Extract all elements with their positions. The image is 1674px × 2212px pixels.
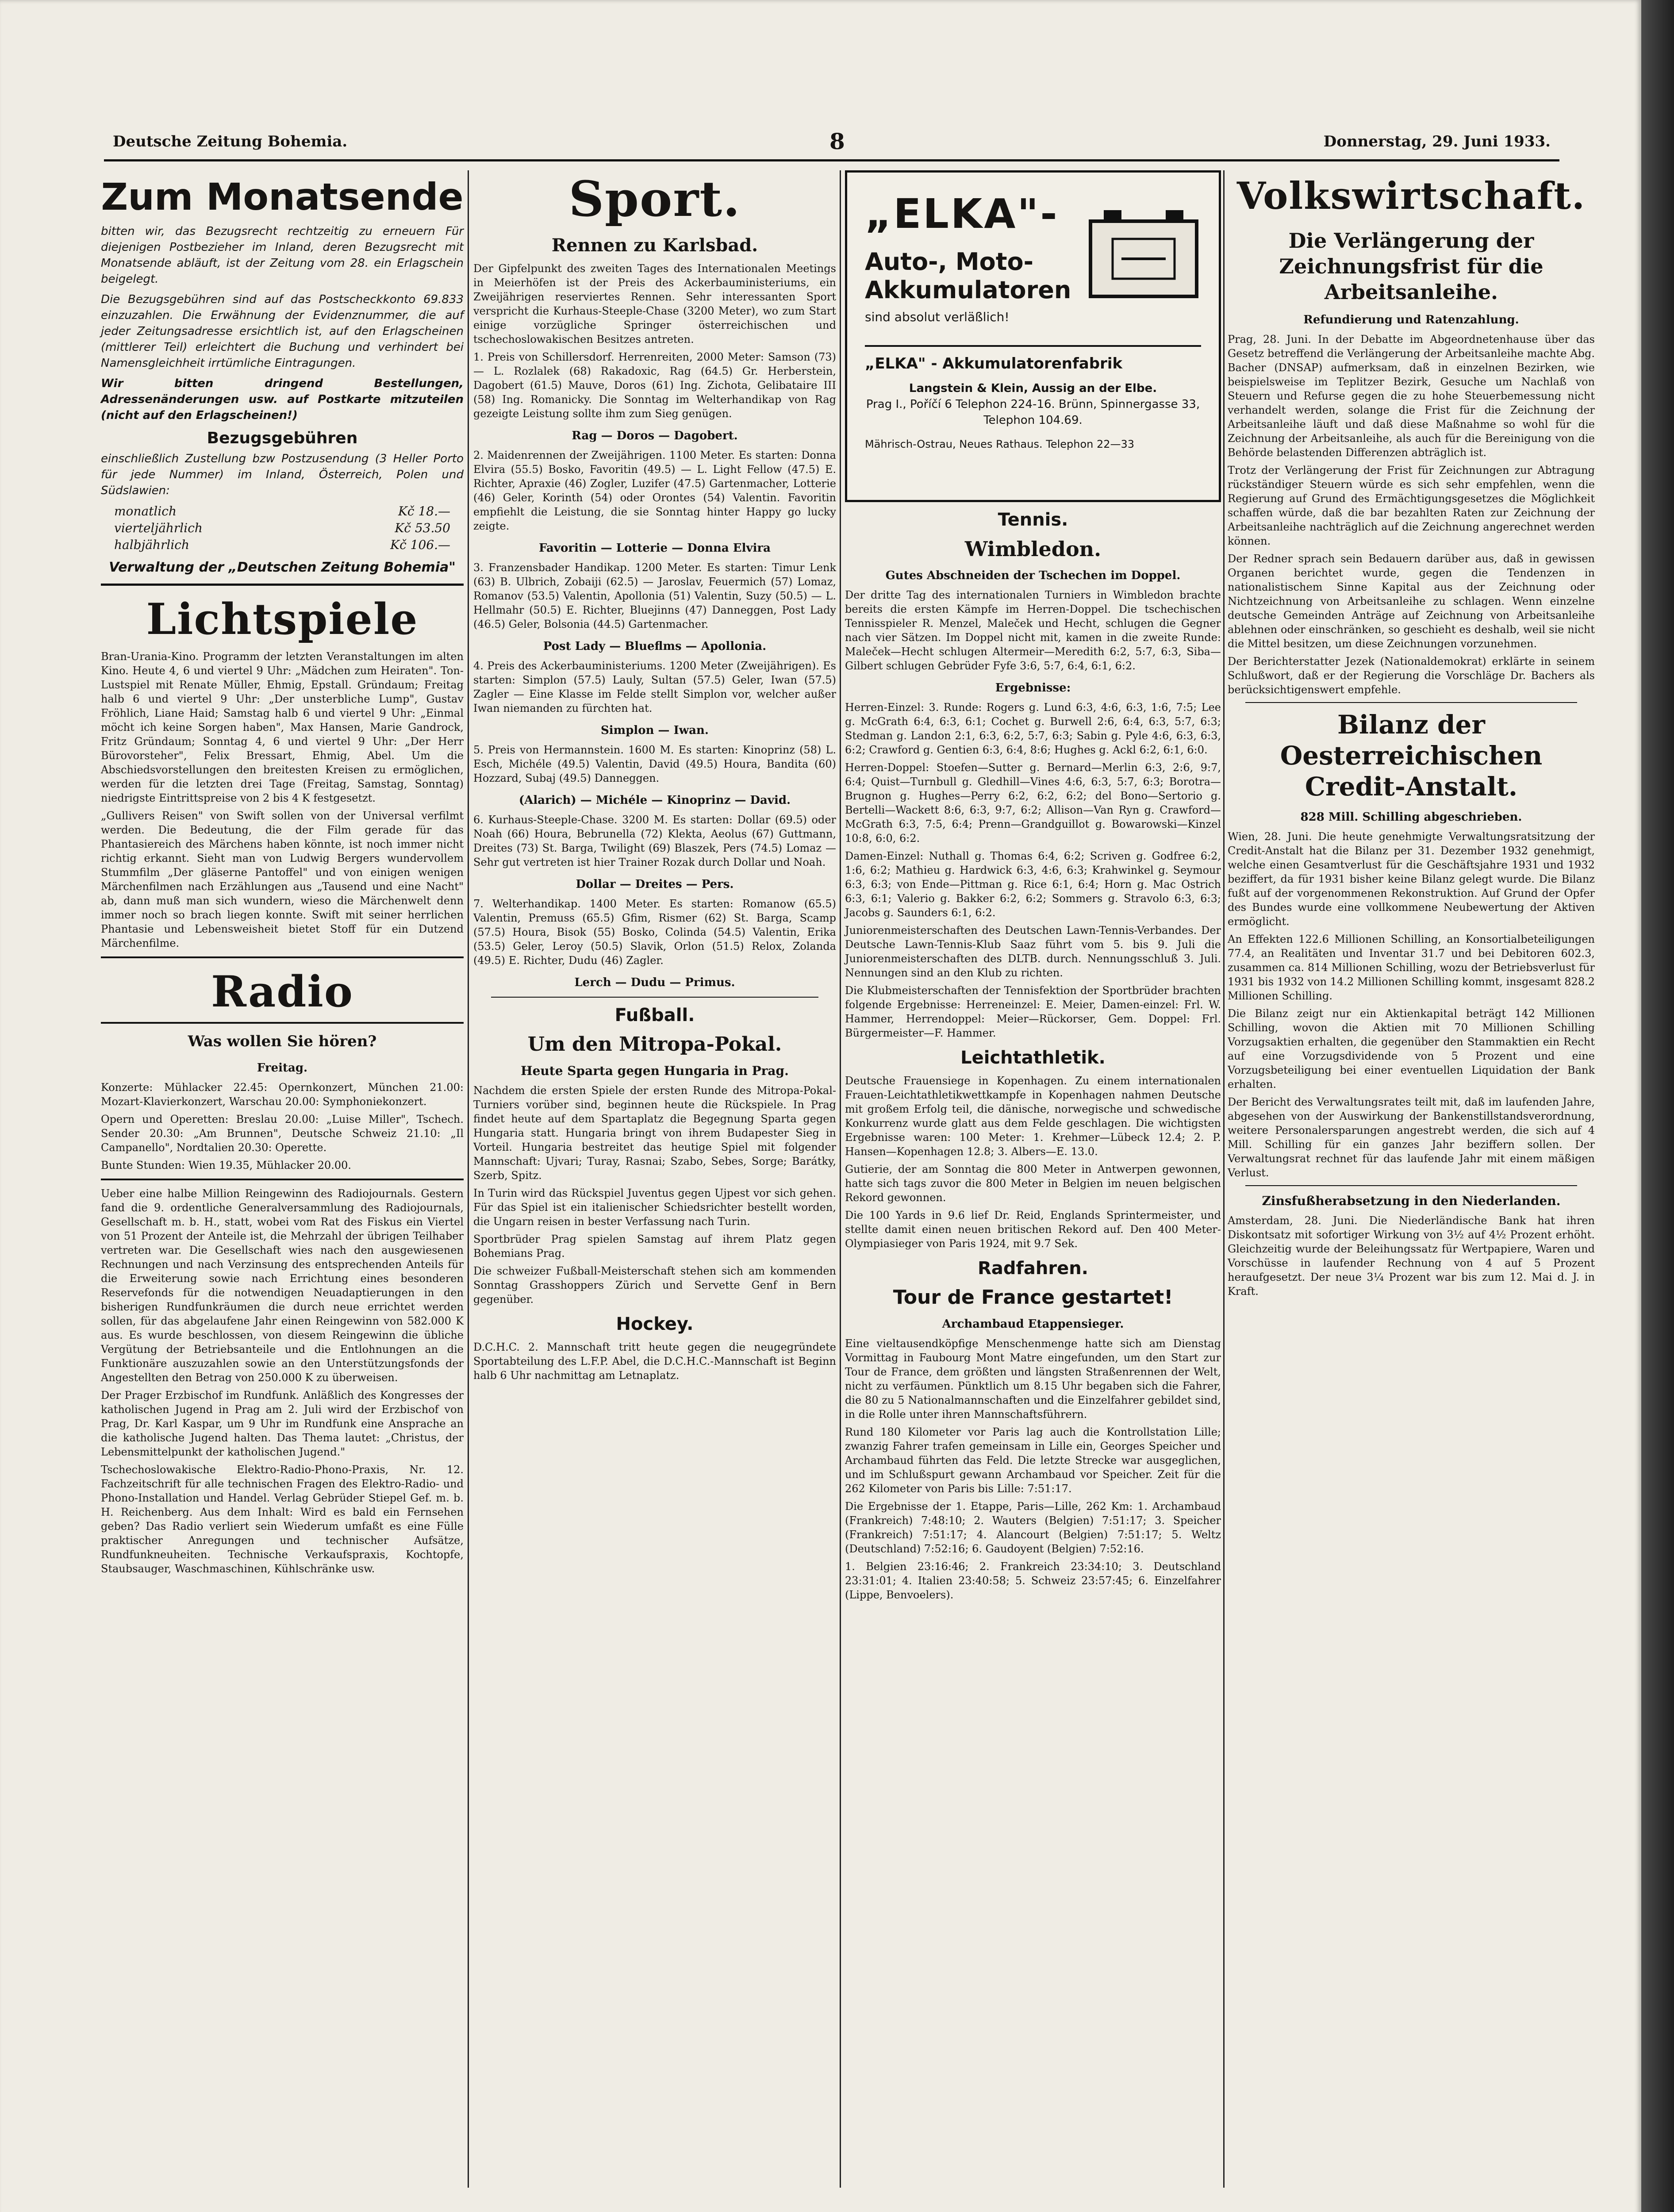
section-divider (101, 1022, 464, 1024)
tour-results: Die Ergebnisse der 1. Etappe, Paris—Lille, 262 Km: 1. Archambaud (Frankreich) 7:48:10; 2. Wauters (Belgien) 7:51:17; 3. Speicher (Frankreich) 7:51:17; 4. Alancourt (Belgien) 7:51:17; 5. Weltz (Deutschland) 7:52:16; 6. Gaudoyent (Belgien) 7:52:16. (845, 1500, 1221, 1555)
elka-claim: sind absolut verläßlich! (865, 310, 1010, 324)
leichtathletik-paragraph-2: Gutierie, der am Sonntag die 800 Meter in Antwerpen gewonnen, hatte sich tags zuvor die 800 Meter in Belgien im neuen belgischen Rekord gewonnen. (845, 1163, 1221, 1204)
section-divider (1245, 702, 1577, 703)
race-6: 6. Kurhaus-Steeple-Chase. 3200 M. Es starten: Dollar (69.5) oder Noah (66) Houra, Bebrunella (72) Klekta, Aeolus (67) Guttmann, Dreites (73) St. Barga, Twilight (69) Blaszek, Pers (74.5) Lomaz — Sehr gut vertreten ist hier Trainer Rozak durch Dollar und Noah. (473, 814, 836, 868)
page-header (104, 128, 1559, 161)
elka-advertisement (845, 170, 1221, 502)
tour-team-results: 1. Belgien 23:16:46; 2. Frankreich 23:34:10; 3. Deutschland 23:31:01; 4. Italien 23:40:58; 5. Schweiz 23:57:45; 6. Einzelfahrer (Lippe, Benvoelers). (845, 1560, 1221, 1601)
tennis-heading: Tennis. (998, 510, 1068, 530)
results-womens-singles: Damen-Einzel: Nuthall g. Thomas 6:4, 6:2; Scriven g. Godfree 6:2, 1:6, 6:2; Mathieu g. Hardwick 6:3, 4:6, 6:3; Krahwinkel g. Seymour 6:3, 6:3; von Ende—Pittman g. Rice 6:1, 6:4; Horn g. Mac Ostrich 6:3, 6:1; Valerio g. Bakker 6:2, 6:2; Sommers g. Stravolo 6:3, 6:3; Jacobs g. Saunders 6:1, 6:2. (845, 850, 1221, 919)
tour-paragraph: Eine vieltausendköpfige Menschenmenge hatte sich am Dienstag Vormittag in Faubourg Mont Matre eingefunden, um den Start zur Tour de France, dem größten und längsten Straßenrennen der Welt, nicht zu verfäumen. Pünktlich um 8.15 Uhr begaben sich die Fahrer, die 80 zu 5 Nationalmannschaften und die Einzelfahrer gebildet sind, in die Rolle unter ihren Mannschaftsführern. (845, 1337, 1221, 1421)
page-edge-shadow (1641, 0, 1674, 2212)
bilanz-paragraph-4: Der Bericht des Verwaltungsrates teilt mit, daß im laufenden Jahre, abgesehen von der Auswirkung der Bankenstillstandsverordnung, weitere Personalersparungen angestrebt werden, die sich auf 4 Mill. Schilling für ein ganzes Jahr beziffern sollen. Der Verwaltungsrat rechnet für das laufende Jahr mit einem mäßigen Verlust. (1228, 1096, 1595, 1179)
radio-article-2: Der Prager Erzbischof im Rundfunk. Anläßlich des Kongresses der katholischen Jugend in Prag am 2. Juli wird der Erzbischof von Prag, Dr. Karl Kaspar, um 9 Uhr im Rundfunk eine Ansprache an die katholische Jugend halten. Das Thema lautet: „Christus, der Lebensmittelpunkt der katholischen Jugend." (101, 1389, 464, 1458)
radio-day: Freitag. (257, 1061, 308, 1075)
lichtspiele-paragraph-2: „Gullivers Reisen" von Swift sollen von der Universal verfilmt werden. Die Bedeutung, die der Film gerade für das Phantasiereich des Märchens haben könnte, ist noch immer nicht richtig erkannt. Sieht man von Ludwig Bergers wundervollem Stummfilm „Der gläserne Pantoffel" und von einigen wenigen Märchenfilmen nach Erzählungen aus „Tausend und eine Nacht" ab, dann muß man sich wundern, wieso die Märchenwelt denn immer noch so brach liegen konnte. Swift mit seiner herrlichen Phantasie und Lebensweisheit bietet Stoff für ein Dutzend Märchenfilme. (101, 810, 464, 949)
wimbledon-paragraph: Der dritte Tag des internationalen Turniers in Wimbledon brachte bereits die ersten Kämpfe im Herren-Doppel. Die tschechischen Tennisspieler R. Menzel, Maleček und Hecht, schlugen die Gegner nach vier Sätzen. Im Doppel nicht mit, kamen in die zweite Runde: Maleček—Hecht schlugen Altermeir—Meredith 6:2, 5:7, 6:3, Siba—Gilbert schlugen Gebrüder Fyfe 3:6, 5:7, 6:4, 6:1, 6:2. (845, 589, 1221, 672)
race-2: 2. Maidenrennen der Zweijährigen. 1100 Meter. Es starten: Donna Elvira (55.5) Bosko, Favoritin (49.5) — L. Light Fellow (47.5) E. Richter, Apraxie (46) Zogler, Luzifer (47.5) Gartenmacher, Lotterie (46) Geler, Korinth (54) oder Orontes (54) Valentin. Favoritin empfiehlt die Leistung, die sie Sonntag hinter Happy go lucky zeigte. (473, 449, 836, 532)
elka-branch-ostrau: Mährisch-Ostrau, Neues Rathaus. Telephon 22—33 (865, 438, 1135, 450)
column-rule-1 (468, 170, 469, 2188)
rennen-intro: Der Gipfelpunkt des zweiten Tages des Internationalen Meetings in Meierhöfen ist der Preis des Ackerbauministeriums, ein Zweijährigen reserviertes Rennen. Sehr interessanten Sport verspricht die Kurhaus-Steeple-Chase (3200 Meter), wo zum Start einige vorzügliche Springer österreichischen und tschechoslowakischen Besitzes antreten. (473, 262, 836, 346)
fee-value: Kč 106.— (390, 538, 450, 552)
race-3-tip: Post Lady — Blueflms — Apollonia. (543, 640, 767, 653)
elka-branch-address: Prag I., Poříčí 6 Telephon 224-16. Brünn, Spinnergasse 33, Telephon 104.69. (866, 398, 1200, 427)
verlaengerung-paragraph-2: Trotz der Verlängerung der Frist für Zeichnungen zur Abtragung rückständiger Steuern würde es sich sehr empfehlen, wenn die Regierung auf Grund des Ermächtigungsgesetzes die Möglichkeit schaffen würde, daß die bar bezahlten Raten zur Zeichnung der Arbeitsanleihe nachträglich auf die Zeichnung angerechnet werden können. (1228, 464, 1595, 547)
subscription-text: bitten wir, das Bezugsrecht rechtzeitig zu erneuern Für diejenigen Postbezieher im Inland, deren Bezugsrecht mit Monatsende abläuft, ist der Zeitung vom 28. ein Erlagschein beigelegt. (101, 225, 464, 286)
leichtathletik-heading: Leichtathletik. (960, 1048, 1106, 1068)
radio-bunte: Bunte Stunden: Wien 19.35, Mühlacker 20.00. (101, 1159, 352, 1171)
header-date: Donnerstag, 29. Juni 1933. (1323, 133, 1551, 150)
fees-heading: Bezugsgebühren (207, 429, 358, 447)
radio-subheading: Was wollen Sie hören? (188, 1033, 377, 1050)
fee-value: Kč 18.— (398, 504, 450, 518)
fee-table (101, 503, 464, 553)
fees-intro: einschließlich Zustellung bzw Postzusendung (3 Heller Porto für jede Nummer) im Inland, Österreich, Polen und Südslawien: (101, 452, 464, 497)
race-1-tip: Rag — Doros — Dagobert. (572, 429, 738, 442)
column-3 (845, 170, 1221, 1605)
verlaengerung-paragraph-4: Der Berichterstatter Jezek (Nationaldemokrat) erklärte in seinem Schlußwort, daß er der Regierung die Vorschläge Dr. Bachers als berücksichtigenswert empfehle. (1228, 655, 1595, 696)
zinsfuss-heading: Zinsfußherabsetzung in den Niederlanden. (1262, 1194, 1561, 1208)
wimbledon-subheading: Gutes Abschneiden der Tschechen im Doppel. (885, 569, 1181, 582)
verlaengerung-paragraph-3: Der Redner sprach sein Bedauern darüber aus, daß in gewissen Organen berichtet wurde, gegen die Tendenzen in nationalistischem Sinne Kapital aus der Zeichnung oder Nichtzeichnung von Arbeitsanleihe zu schlagen. Wenn einzelne deutsche Gemeinden Anträge auf Zeichnung von Arbeitsanleihe ablehnen oder einschränken, so geschieht es deshalb, weil sie nicht die Mittel besitzen, um diese Zeichnungen vorzunehmen. (1228, 553, 1595, 650)
bilanz-subheading: 828 Mill. Schilling abgeschrieben. (1300, 810, 1522, 824)
subscription-text-2: Die Bezugsgebühren sind auf das Postscheckkonto 69.833 einzuzahlen. Die Erwähnung der Evidenznummer, die auf jeder Zeitungsadresse ersichtlich ist, auf den Erlagscheinen (mittlerer Teil) erleichtert die Buchung und verhindert bei Namensgleichheit irrtümliche Eintragungen. (101, 293, 464, 370)
sport-heading: Sport. (568, 170, 741, 227)
verwaltung-signature: Verwaltung der „Deutschen Zeitung Bohemia" (109, 560, 456, 575)
section-divider (1245, 1185, 1577, 1186)
fee-row (101, 520, 464, 537)
elka-product: Auto-, Moto- Akkumulatoren (865, 248, 1071, 304)
tour-heading: Tour de France gestartet! (893, 1286, 1173, 1309)
radio-heading: Radio (211, 967, 353, 1017)
race-7: 7. Welterhandikap. 1400 Meter. Es starten: Romanow (65.5) Valentin, Premuss (65.5) Gfim, Rismer (62) St. Barga, Scamp (57.5) Houra, Bisok (55) Bosko, Colinda (54.5) Valentin, Erika (53.5) Geler, Leroy (50.5) Slavik, Orlon (51.5) Relox, Zolanda (49.5) E. Richter, Dudu (46) Zagler. (473, 898, 836, 967)
hockey-paragraph: D.C.H.C. 2. Mannschaft tritt heute gegen die neugegründete Sportabteilung des L.F.P. Abel, die D.C.H.C.-Mannschaft ist Beginn halb 6 Uhr nachmittag am Letnaplatz. (473, 1341, 836, 1382)
mitropa-paragraph-2: In Turin wird das Rückspiel Juventus gegen Ujpest vor sich gehen. Für das Spiel ist ein italienischer Schiedsrichter bestellt worden, die Ungarn reisen in bester Verfassung nach Turin. (473, 1187, 836, 1228)
radio-article-3: Tschechoslowakische Elektro-Radio-Phono-Praxis, Nr. 12. Fachzeitschrift für alle technischen Fragen des Elektro-Radio- und Phono-Installation und Handel. Verlag Gebrüder Stiepel Gef. m. b. H. Reichenberg. Aus dem Inhalt: Wird es bald ein Fernsehen geben? Das Radio verliert sein Wiederum umfaßt es eine Fülle praktischer Anregungen und technischer Aufsätze, Rundfunkneuheiten. Technische Verkaufspraxis, Kochtopfe, Staubsauger, Waschmaschinen, Kühlschränke usw. (101, 1463, 464, 1575)
results-mens-singles: Herren-Einzel: 3. Runde: Rogers g. Lund 6:3, 4:6, 6:3, 1:6, 7:5; Lee g. McGrath 6:4, 6:3, 6:1; Cochet g. Burwell 2:6, 6:4, 6:3, 5:7, 6:3; Stedman g. Landon 2:1, 6:3, 6:2, 5:7, 6:3; Sabin g. Pyle 4:6, 6:3, 6:3, 6:2; Crawford g. Gentien 6:3, 6:4, 8:6; Hughes g. Ackl 6:2, 6:1, 6:0. (845, 701, 1221, 756)
lichtspiele-heading: Lichtspiele (146, 594, 418, 644)
fee-label: halbjährlich (114, 538, 190, 552)
radio-operas: Opern und Operetten: Breslau 20.00: „Luise Miller", Tschech. Sender 20.30: „Am Brunnen", Deutsche Schweiz 21.10: „Il Campanello", Nordtalien 20.30: Operette. (101, 1113, 464, 1154)
section-divider (101, 956, 464, 958)
fee-row (101, 537, 464, 553)
race-5: 5. Preis von Hermannstein. 1600 M. Es starten: Kinoprinz (58) L. Esch, Michéle (49.5) Valentin, David (49.5) Houra, Bandita (60) Hozzard, Subaj (49.5) Danneggen. (473, 744, 836, 784)
elka-firm-name: Langstein & Klein, Aussig an der Elbe. (909, 382, 1157, 395)
mitropa-subheading: Heute Sparta gegen Hungaria in Prag. (521, 1064, 789, 1078)
subscription-text-3: Wir bitten dringend Bestellungen, Adressenänderungen usw. auf Postkarte mitzuteilen (nicht auf den Erlagscheinen!) (101, 377, 464, 422)
mitropa-paragraph-4: Die schweizer Fußball-Meisterschaft stehen sich am kommenden Sonntag Grasshoppers Zürich und Servette Genf in Bern gegenüber. (473, 1265, 836, 1306)
results-mens-doubles: Herren-Doppel: Stoefen—Sutter g. Bernard—Merlin 6:3, 2:6, 9:7, 6:4; Quist—Turnbull g. Gledhill—Vines 4:6, 6:3, 5:7, 6:3; Borotra—Brugnon g. Hughes—Perry 6:2, 6:2, 6:2; del Bono—Sertorio g. Bertelli—Wackett 8:6, 6:3, 9:7, 6:2; Allison—Van Ryn g. Crawford—McGrath 6:3, 7:5, 6:4; Prenn—Grandguillot g. Bowarowski—Kinzel 10:8, 6:0, 6:2. (845, 761, 1221, 845)
zinsfuss-paragraph: Amsterdam, 28. Juni. Die Niederländische Bank hat ihren Diskontsatz mit sofortiger Wirkung von 3½ auf 4½ Prozent erhöht. Gleichzeitig wurde der Beleihungssatz für Wertpapiere, Waren und Vorschüsse in laufender Rechnung von 4 auf 5 Prozent heraufgesetzt. Der neue 3¼ Prozent war bis zum 12. Mai d. J. in Kraft. (1228, 1214, 1595, 1298)
section-divider (491, 997, 818, 998)
column-rule-2 (840, 170, 841, 2188)
column-1 (101, 170, 464, 1579)
wimbledon-heading: Wimbledon. (964, 537, 1102, 561)
race-4-tip: Simplon — Iwan. (601, 724, 709, 737)
subscription-notice (101, 175, 464, 586)
leichtathletik-paragraph-3: Die 100 Yards in 9.6 lief Dr. Reid, Englands Sprintermeister, und stellte damit einen neuen britischen Rekord auf. Den 400 Meter-Olympiasieger von Paris 1924, mit 9.7 Sek. (845, 1209, 1221, 1250)
race-6-tip: Dollar — Dreites — Pers. (576, 878, 734, 891)
results-block (845, 700, 1221, 1040)
race-4: 4. Preis des Ackerbauministeriums. 1200 Meter (Zweijährigen). Es starten: Simplon (57.5) Lauly, Sultan (57.5) Geler, Iwan (57.5) Zagler — Eine Klasse im Felde stellt Simplon vor, welcher außer Iwan niemanden zu fürchten hat. (473, 660, 836, 714)
radio-article: Ueber eine halbe Million Reingewinn des Radiojournals. Gestern fand die 9. ordentliche Generalversammlung des Radiojournals, Gesellschaft m. b. H., statt, wobei vom Rat des Fiskus ein Viertel von 51 Prozent der Anteile ist, die Mehrzahl der übrigen Teilhaber vertreten war. Die Gesellschaft wies nach den ausgewiesenen Rechnungen und nach Verzinsung des entsprechenden Anteils für die Erweiterung sowie nach Errichtung eines besonderen Reservefonds für die notwendigen Neuadaptierungen in den bisherigen Rundfunkräumen die durch neue errichtet werden sollen, für das abgelaufene Jahr einen Reingewinn von 582.000 K aus. Es wurde beschlossen, von diesem Reingewinn die übliche Vergütung der Betriebsanteile und die Entlohnungen an die Funktionäre auszuzahlen sowie an den Unterstützungsfonds der Angestellten den Betrag von 250.000 K zu überweisen. (101, 1187, 464, 1384)
fee-value: Kč 53.50 (395, 521, 450, 535)
verlaengerung-subheading: Refundierung und Ratenzahlung. (1303, 313, 1519, 326)
leichtathletik-paragraph: Deutsche Frauensiege in Kopenhagen. Zu einem internationalen Frauen-Leichtathletikwettkampfe in Kopenhagen nahmen Deutsche mit großem Erfolg teil, die dänische, norwegische und schwedische Konkurrenz wurde glatt aus dem Felde geschlagen. Die wichtigsten Ergebnisse waren: 100 Meter: 1. Krehmer—Lübeck 12.4; 2. P. Hansen—Kopenhagen 12.8; 3. Albers—E. 13.0. (845, 1075, 1221, 1158)
hockey-heading: Hockey. (616, 1314, 694, 1334)
column-2 (473, 170, 836, 1386)
bilanz-paragraph-3: Die Bilanz zeigt nur ein Aktienkapital beträgt 142 Millionen Schilling, wovon die Aktien mit 70 Millionen Schilling Vorzugsaktien erhalten, die gegenüber den Stammaktien ein Recht auf eine Vorzugsdividende von 5 Prozent und eine Vorzugsbeteiligung bei einer eventuellen Liquidation der Bank erhalten. (1228, 1007, 1595, 1091)
elka-brand: „ELKA" - Akkumulatorenfabrik (865, 345, 1201, 373)
volkswirtschaft-heading: Volkswirtschaft. (1236, 174, 1586, 218)
bilanz-heading: Bilanz der Oesterreichischen Credit-Anstalt. (1280, 710, 1543, 802)
tour-subheading: Archambaud Etappensieger. (942, 1317, 1124, 1331)
tour-paragraph-2: Rund 180 Kilometer vor Paris lag auch die Kontrollstation Lille; zwanzig Fahrer trafen gemeinsam in Lille ein, Georges Speicher und Archambaud führten das Feld. Die letzte Strecke war ausgeglichen, und im Schlußspurt gewann Archambaud vor Speicher. Zeit für die 262 Kilometer von Paris bis Lille: 7:51:17. (845, 1426, 1221, 1495)
column-rule-3 (1223, 170, 1225, 2188)
race-2-tip: Favoritin — Lotterie — Donna Elvira (538, 541, 771, 555)
results-heading: Ergebnisse: (995, 681, 1071, 695)
fee-row (101, 503, 464, 520)
race-3: 3. Franzensbader Handikap. 1200 Meter. Es starten: Timur Lenk (63) B. Ulbrich, Zobaiji (62.5) — Jaroslav, Feuermich (57) Lomaz, Romanov (53.5) Valentin, Apollonia (51) Valentin, Suzy (50.5) — L. Hellmahr (50.5) E. Richter, Bluejinns (47) Danneggen, Post Lady (46.5) Geler, Bolsonia (44.5) Gartenmacher. (473, 561, 836, 630)
fee-label: vierteljährlich (114, 521, 203, 535)
header-page-number: 8 (829, 128, 845, 154)
bilanz-paragraph: Wien, 28. Juni. Die heute genehmigte Verwaltungsratsitzung der Credit-Anstalt hat die Bilanz per 31. Dezember 1932 genehmigt, welche einen Gesamtverlust für die Geschäftsjahre 1931 und 1932 beziffert, da für 1931 bisher keine Bilanz gelegt wurde. Die Bilanz fußt auf der vorgenommenen Rekonstruktion. Auf Grund der Opfer des Bundes wurde eine vollkommene Neubewertung der Aktiven ermöglicht. (1228, 830, 1595, 928)
verlaengerung-heading: Die Verlängerung der Zeichnungsfrist für die Arbeitsanleihe. (1279, 229, 1543, 304)
battery-icon (1086, 204, 1201, 301)
elka-logo: „ELKA"- (865, 190, 1059, 238)
header-masthead: Deutsche Zeitung Bohemia. (113, 133, 348, 150)
radio-concerts: Konzerte: Mühlacker 22.45: Opernkonzert, München 21.00: Mozart-Klavierkonzert, Warschau 20.00: Symphoniekonzert. (101, 1081, 464, 1108)
section-divider (101, 1179, 464, 1180)
mitropa-heading: Um den Mitropa-Pokal. (527, 1033, 782, 1056)
mitropa-paragraph-3: Sportbrüder Prag spielen Samstag auf ihrem Platz gegen Bohemians Prag. (473, 1233, 836, 1260)
race-7-tip: Lerch — Dudu — Primus. (574, 976, 735, 989)
race-5-tip: (Alarich) — Michéle — Kinoprinz — David. (518, 794, 791, 807)
fee-label: monatlich (114, 504, 177, 518)
fussball-heading: Fußball. (614, 1005, 695, 1025)
verlaengerung-paragraph: Prag, 28. Juni. In der Debatte im Abgeordnetenhause über das Gesetz betreffend die Verlängerung der Arbeitsanleihe machte Abg. Bacher (DNSAP) aufmerksam, daß in einzelnen Bezirken, wie beispielsweise im Teplitzer Bezirk, Gesuche um Nachlaß von Steuern und Refurse gegen die zu hohe Steuerbemessung nicht verhandelt werden, solange die Frist für die Zeichnung der Arbeitsanleihe läuft und daß diese Maßnahme so wohl für die Zeichnung der Arbeitsanleihe, als auch für die Bereinigung von die Behörde belastenden Differenzen abträglich ist. (1228, 333, 1595, 459)
radfahren-heading: Radfahren. (978, 1258, 1088, 1279)
junioren-paragraph: Juniorenmeisterschaften des Deutschen Lawn-Tennis-Verbandes. Der Deutsche Lawn-Tennis-Klub Saaz führt vom 5. bis 9. Juli die Juniorenmeisterschaften des DLTB. durch. Nennungsschluß 3. Juli. Nennungen sind an den Klub zu richten. (845, 924, 1221, 979)
mitropa-paragraph: Nachdem die ersten Spiele der ersten Runde des Mitropa-Pokal-Turniers vorüber sind, beginnen heute die Rückspiele. In Prag findet heute auf dem Spartaplatz die Begegnung Sparta gegen Hungaria statt. Hungaria bringt von ihrem Budapester Sieg in Vorteil. Hungaria bestreitet das heutige Spiel mit folgender Mannschaft: Ujvari; Turay, Rasnai; Szabo, Sebes, Sorge; Barátky, Szerb, Spitz. (473, 1084, 836, 1182)
lichtspiele-paragraph: Bran-Urania-Kino. Programm der letzten Veranstaltungen im alten Kino. Heute 4, 6 und viertel 9 Uhr: „Mädchen zum Heiraten". Ton-Lustspiel mit Renate Müller, Ehmig, Epstall. Gründaum; Freitag halb 6 und viertel 9 Uhr: „Der unsterbliche Lump", Gustav Fröhlich, Liane Haid; Samstag halb 6 und viertel 9 Uhr: „Einmal möcht ich keine Sorgen haben", Max Hansen, Marie Gandrock, Fritz Gründaum; Sonntag 4, 6 und viertel 9 Uhr: „Der Herr Bürovorsteher", Felix Bressart, Ehmig, Abel. Um die Abschiedsvorstellungen den breitesten Kreisen zu ermöglichen, werden für die letzten drei Tage (Freitag, Samstag, Sonntag) niedrigste Eintrittspreise von 2 bis 4 K festgesetzt. (101, 650, 464, 804)
elka-firm (865, 380, 1201, 428)
klubmeister-paragraph: Die Klubmeisterschaften der Tennisfektion der Sportbrüder brachten folgende Ergebnisse: Herreneinzel: E. Meier, Damen-einzel: Frl. W. Hammer, Herrendoppel: Meier—Rückorser, Gem. Doppel: Frl. Bürgermeister—F. Hammer. (845, 984, 1221, 1039)
bilanz-paragraph-2: An Effekten 122.6 Millionen Schilling, an Konsortialbeteiligungen 77.4, an Realitäten und Inventar 31.7 und bei Debitoren 602.3, zusammen ca. 814 Millionen Schilling, wozu der Betriebsverlust für 1931 bis 1932 von 14.2 Millionen Schilling kommt, insgesamt 828.2 Millionen Schilling. (1228, 933, 1595, 1002)
column-4 (1228, 170, 1595, 1302)
rennen-heading: Rennen zu Karlsbad. (551, 235, 758, 256)
race-1: 1. Preis von Schillersdorf. Herrenreiten, 2000 Meter: Samson (73) — L. Rozlalek (68) Rakadoxic, Rag (64.5) Gr. Herberstein, Dagobert (61.5) Mauve, Doros (61) Ing. Zichota, Gelibataire III (58) Ing. Romanicky. Die Sonntag im Welterhandikap von Rag gezeigte Leistung sollte ihm zum Sieg genügen. (473, 351, 836, 420)
subscription-title: Zum Monatsende (101, 175, 464, 219)
